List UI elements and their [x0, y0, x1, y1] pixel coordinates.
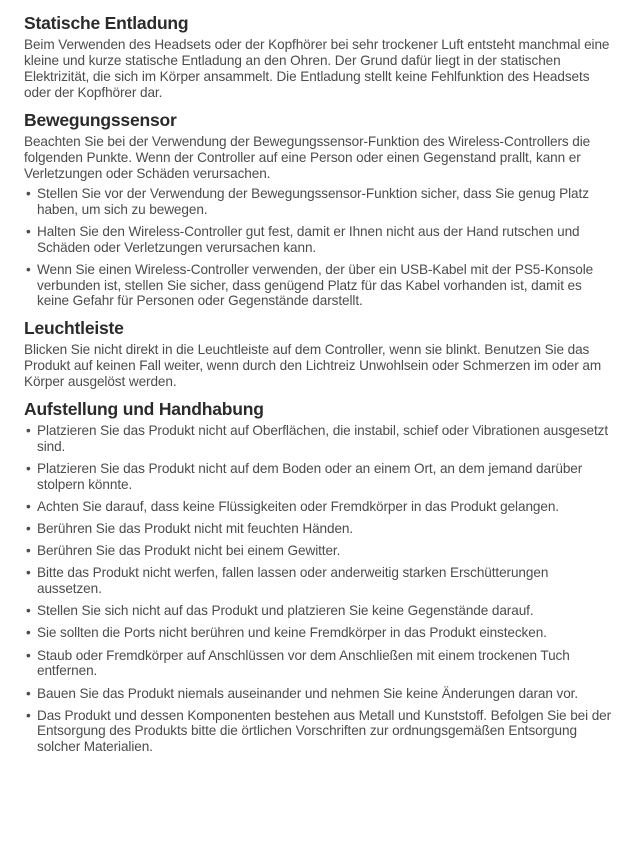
section-heading: Aufstellung und Handhabung	[24, 398, 264, 419]
list-item: • Bauen Sie das Produkt niemals auseinander und nehmen Sie keine Änderungen daran vor.	[24, 686, 612, 702]
section-bullet-list	[24, 423, 612, 755]
list-item: • Berühren Sie das Produkt nicht mit feuchten Händen.	[24, 521, 612, 537]
list-item: • Halten Sie den Wireless-Controller gut fest, damit er Ihnen nicht aus der Hand rutschen und Schäden oder Verletzungen verursachen kann.	[24, 224, 612, 255]
list-item: • Berühren Sie das Produkt nicht bei einem Gewitter.	[24, 543, 612, 559]
paragraph: Blicken Sie nicht direkt in die Leuchtleiste auf dem Controller, wenn sie blinkt. Benutzen Sie das Produkt auf keinen Fall weiter, wenn durch den Lichtreiz Unwohlsein oder Schmerzen im oder am Körper ausgelöst werden.	[24, 341, 602, 389]
section-paragraphs	[24, 342, 612, 390]
section-bullet-list	[24, 186, 612, 309]
document-section	[24, 399, 612, 755]
list-item: • Stellen Sie sich nicht auf das Produkt und platzieren Sie keine Gegenstände darauf.	[24, 603, 612, 619]
section-paragraphs	[24, 37, 612, 101]
list-item: • Platzieren Sie das Produkt nicht auf dem Boden oder an einem Ort, an dem jemand darüber stolpern könnte.	[24, 461, 612, 492]
paragraph: Beachten Sie bei der Verwendung der Bewegungssensor-Funktion des Wireless-Controllers die folgenden Punkte. Wenn der Controller auf eine Person oder einen Gegenstand prallt, kann er Verletzungen oder Schäden verursachen.	[24, 134, 591, 181]
list-item: • Staub oder Fremdkörper auf Anschlüssen vor dem Anschließen mit einem trockenen Tuch entfernen.	[24, 648, 612, 679]
list-item: • Stellen Sie vor der Verwendung der Bewegungssensor-Funktion sicher, dass Sie genug Platz haben, um sich zu bewegen.	[24, 186, 612, 217]
list-item: • Achten Sie darauf, dass keine Flüssigkeiten oder Fremdkörper in das Produkt gelangen.	[24, 499, 612, 515]
section-heading: Leuchtleiste	[24, 317, 124, 338]
paragraph: Beim Verwenden des Headsets oder der Kopfhörer bei sehr trockener Luft entsteht manchmal eine kleine und kurze statische Entladung an den Ohren. Der Grund dafür liegt in der statischen Elektrizität, die sich im Körper ansammelt. Die Entladung stellt keine Fehlfunktion des Headsets oder der Kopfhörer dar.	[24, 37, 610, 100]
section-heading: Statische Entladung	[24, 13, 189, 33]
document-section	[24, 110, 612, 309]
document-section	[24, 318, 612, 390]
list-item: • Sie sollten die Ports nicht berühren und keine Fremdkörper in das Produkt einstecken.	[24, 625, 612, 641]
list-item: • Bitte das Produkt nicht werfen, fallen lassen oder anderweitig starken Erschütterungen aussetzen.	[24, 565, 612, 596]
list-item: • Wenn Sie einen Wireless-Controller verwenden, der über ein USB-Kabel mit der PS5-Konsole verbunden ist, stellen Sie sicher, dass genügend Platz für das Kabel vorhanden ist, damit es keine Gefahr für Personen oder Gegenstände darstellt.	[24, 262, 612, 309]
list-item: • Das Produkt und dessen Komponenten bestehen aus Metall und Kunststoff. Befolgen Sie bei der Entsorgung des Produkts bitte die örtlichen Vorschriften zur ordnungsgemäßen Entsorgung solcher Materialien.	[24, 708, 612, 755]
section-heading: Bewegungssensor	[24, 110, 177, 130]
document-section	[24, 13, 612, 101]
list-item: • Platzieren Sie das Produkt nicht auf Oberflächen, die instabil, schief oder Vibrationen ausgesetzt sind.	[24, 423, 612, 454]
section-paragraphs	[24, 134, 612, 182]
